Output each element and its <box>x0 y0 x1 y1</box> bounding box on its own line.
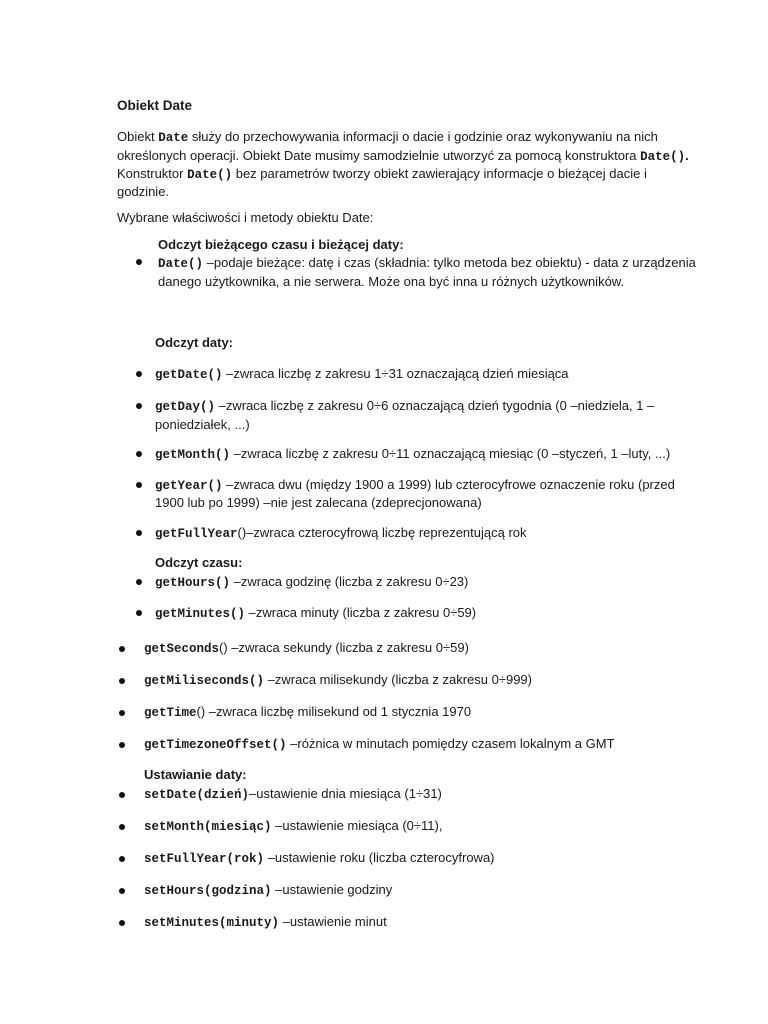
current-item-cont: danego użytkownika, a nie serwera. Może ona być inna u różnych użytkowników. <box>158 274 625 289</box>
list-item: getTime() –zwraca liczbę milisekund od 1 stycznia 1970 <box>144 704 472 720</box>
list-item: setFullYear(rok) –ustawienie roku (liczba czterocyfrowa) <box>144 850 495 866</box>
bullet <box>136 530 142 536</box>
bullet <box>119 710 125 716</box>
list-item: getFullYear()–zwraca czterocyfrową liczbę reprezentującą rok <box>155 525 527 541</box>
intro-line-3: Konstruktor Date() bez parametrów tworzy obiekt zawierający informacje o bieżącej dacie i <box>117 166 647 182</box>
page-title: Obiekt Date <box>117 98 193 113</box>
time-read-heading: Odczyt czasu: <box>155 555 243 570</box>
list-item: getTimezoneOffset() –różnica w minutach pomiędzy czasem lokalnym a GMT <box>144 736 615 752</box>
list-item: setMonth(miesiąc) –ustawienie miesiąca (0÷11), <box>144 818 443 834</box>
bullet <box>136 403 142 409</box>
list-item: getMinutes() –zwraca minuty (liczba z zakresu 0÷59) <box>155 605 477 621</box>
set-date-heading: Ustawianie daty: <box>144 767 247 782</box>
bullet <box>119 920 125 926</box>
list-item: getYear() –zwraca dwu (między 1900 a 1999) lub czterocyfrowe oznaczenie roku (przed <box>155 477 675 493</box>
bullet <box>136 579 142 585</box>
list-item: setDate(dzień)–ustawienie dnia miesiąca (1÷31) <box>144 786 442 802</box>
list-item: getDate() –zwraca liczbę z zakresu 1÷31 oznaczającą dzień miesiąca <box>155 366 569 382</box>
list-item: getDay() –zwraca liczbę z zakresu 0÷6 oznaczającą dzień tygodnia (0 –niedziela, 1 – <box>155 398 655 414</box>
selected-label: Wybrane właściwości i metody obiektu Date: <box>117 210 374 225</box>
bullet <box>119 888 125 894</box>
current-item: Date() –podaje bieżące: datę i czas (składnia: tylko metoda bez obiektu) - data z urządzenia <box>158 255 696 271</box>
current-heading: Odczyt bieżącego czasu i bieżącej daty: <box>158 237 404 252</box>
bullet <box>136 610 142 616</box>
intro-line-2: określonych operacji. Obiekt Date musimy samodzielnie utworzyć za pomocą konstruktora Date(). <box>117 148 689 164</box>
bullet <box>136 371 142 377</box>
list-item: getSeconds() –zwraca sekundy (liczba z zakresu 0÷59) <box>144 640 469 656</box>
bullet <box>119 824 125 830</box>
intro-line-1: Obiekt Date służy do przechowywania informacji o dacie i godzinie oraz wykonywaniu na nich <box>117 129 658 145</box>
bullet <box>119 792 125 798</box>
bullet <box>119 678 125 684</box>
date-read-heading: Odczyt daty: <box>155 335 234 350</box>
bullet <box>136 482 142 488</box>
bullet <box>119 856 125 862</box>
list-item: getHours() –zwraca godzinę (liczba z zakresu 0÷23) <box>155 574 469 590</box>
list-item: getMonth() –zwraca liczbę z zakresu 0÷11 oznaczającą miesiąc (0 –styczeń, 1 –luty, ...) <box>155 446 671 462</box>
list-item: setHours(godzina) –ustawienie godziny <box>144 882 393 898</box>
list-item: getMiliseconds() –zwraca milisekundy (liczba z zakresu 0÷999) <box>144 672 532 688</box>
list-item: setMinutes(minuty) –ustawienie minut <box>144 914 387 930</box>
bullet <box>119 742 125 748</box>
bullet <box>136 451 142 457</box>
bullet <box>136 259 142 265</box>
intro-line-4: godzinie. <box>117 184 170 199</box>
list-item-cont: 1900 lub po 1999) –nie jest zalecana (zdeprecjonowana) <box>155 495 482 510</box>
list-item-cont: poniedziałek, ...) <box>155 417 250 432</box>
bullet <box>119 646 125 652</box>
